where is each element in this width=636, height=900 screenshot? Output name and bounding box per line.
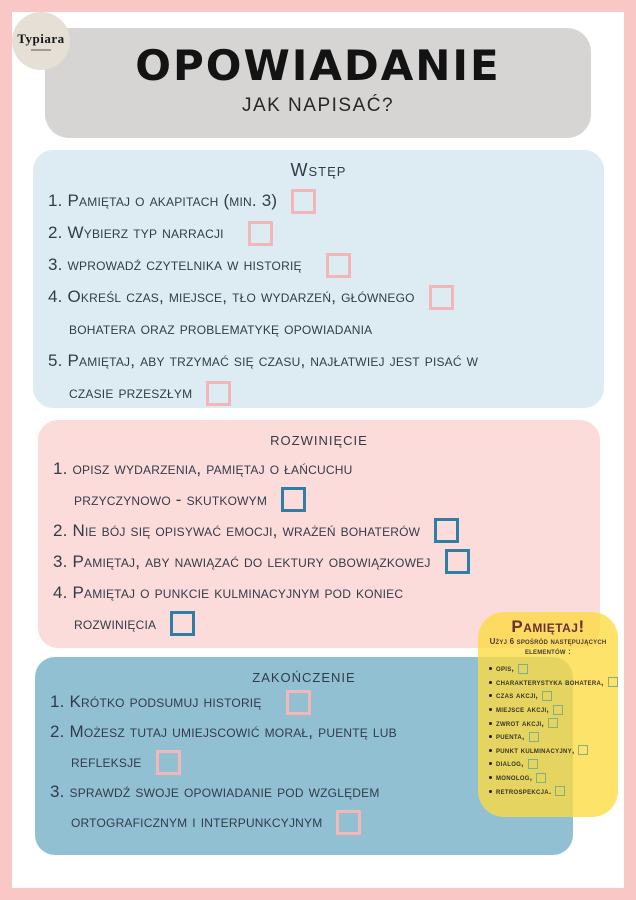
checkbox[interactable] — [528, 759, 538, 769]
header — [45, 28, 591, 138]
list-item-continuation — [33, 313, 604, 345]
note-pamietaj — [478, 612, 618, 817]
list-item-text: przyczynowo - skutkowym — [74, 489, 268, 509]
list-item — [38, 515, 600, 546]
checkbox[interactable] — [608, 677, 618, 687]
list-item-text: ortograficznym i interpunkcyjnym — [71, 812, 323, 831]
list-item-text: refleksje — [71, 752, 142, 771]
list-item-text: 3. wprowadź czytelnika w historię — [48, 255, 302, 274]
list-item — [38, 546, 600, 577]
checkbox[interactable] — [286, 690, 311, 715]
note-list-item — [489, 703, 618, 717]
note-list-item — [489, 689, 618, 703]
checkbox[interactable] — [548, 718, 558, 728]
list-item-text: 2. Wybierz typ narracji — [48, 223, 224, 242]
list-item — [38, 577, 600, 608]
checkbox[interactable] — [445, 549, 470, 574]
note-item-text: puenta, — [496, 732, 525, 742]
section-rozwiniecie-heading: rozwinięcie — [270, 429, 368, 449]
note-list-item — [489, 662, 618, 676]
checkbox[interactable] — [555, 786, 565, 796]
note-list-item — [489, 784, 618, 798]
note-list-item — [489, 757, 618, 771]
list-item-text: 2. Możesz tutaj umiejscowić morał, puentę lub — [50, 722, 397, 741]
note-item-text: retrospekcja. — [496, 786, 552, 796]
checkbox[interactable] — [206, 381, 231, 406]
list-item — [38, 453, 600, 484]
checkbox[interactable] — [578, 745, 588, 755]
note-list-item — [489, 771, 618, 785]
list-item-text: 4. Pamiętaj o punkcie kulminacyjnym pod koniec — [53, 582, 404, 602]
checkbox[interactable] — [291, 189, 316, 214]
checkbox[interactable] — [536, 773, 546, 783]
list-item — [33, 345, 604, 377]
checkbox[interactable] — [529, 732, 539, 742]
list-item-text: bohatera oraz problematykę opowiadania — [69, 319, 373, 338]
list-item-text: 1. Krótko podsumuj historię — [50, 692, 262, 711]
list-item-text: 3. sprawdź swoje opowiadanie pod względem — [50, 782, 380, 801]
checkbox[interactable] — [553, 705, 563, 715]
list-item — [33, 185, 604, 217]
list-item-text: 1. Pamiętaj o akapitach (min. 3) — [48, 191, 278, 210]
note-item-text: dialog, — [496, 759, 524, 769]
list-item — [33, 249, 604, 281]
list-item-text: czasie przeszłym — [69, 383, 193, 402]
checkbox[interactable] — [156, 750, 181, 775]
note-subtext: elementów : — [524, 647, 572, 656]
list-item-continuation — [33, 377, 604, 409]
checkbox[interactable] — [170, 611, 195, 636]
note-element-list — [478, 662, 618, 798]
note-item-text: zwrot akcji, — [496, 718, 545, 728]
list-item-text: 4. Określ czas, miejsce, tło wydarzeń, głównego — [48, 287, 415, 306]
note-item-text: czas akcji, — [496, 691, 539, 701]
note-item-text: monolog, — [496, 773, 533, 783]
note-heading: Pamiętaj! — [511, 617, 585, 636]
note-item-text: miejsce akcji, — [496, 705, 549, 715]
checkbox[interactable] — [518, 664, 528, 674]
note-item-text: charakterystyka bohatera, — [496, 677, 604, 687]
list-item — [33, 217, 604, 249]
brand-logo — [12, 12, 70, 70]
page-title: OPOWIADANIE — [135, 41, 501, 90]
note-list-item — [489, 730, 618, 744]
checkbox[interactable] — [336, 810, 361, 835]
section-wstep-heading: Wstęp — [290, 160, 347, 180]
list-item-continuation — [38, 484, 600, 515]
checkbox[interactable] — [248, 221, 273, 246]
note-list-item — [489, 676, 618, 690]
brand-logo-text: Typiara — [17, 31, 65, 46]
section-wstep — [33, 150, 604, 408]
checkbox[interactable] — [326, 253, 351, 278]
list-item — [33, 281, 604, 313]
list-item-text: 3. Pamiętaj, aby nawiązać do lektury obowiązkowej — [53, 551, 431, 571]
brand-logo-tagline — [31, 49, 51, 51]
page-subtitle: JAK NAPISAĆ? — [241, 95, 395, 116]
section-zakonczenie-heading: zakończenie — [252, 666, 356, 686]
list-item-text: 2. Nie bój się opisywać emocji, wrażeń bohaterów — [53, 520, 421, 540]
note-list-item — [489, 744, 618, 758]
list-item-text: 1. opisz wydarzenia, pamiętaj o łańcuchu — [53, 458, 353, 478]
checkbox[interactable] — [542, 691, 552, 701]
checkbox[interactable] — [281, 487, 306, 512]
note-subtext: Użyj 6 spośród następujących — [489, 637, 607, 646]
checkbox[interactable] — [429, 285, 454, 310]
list-item-text: rozwinięcia — [74, 613, 157, 633]
note-list-item — [489, 716, 618, 730]
checkbox[interactable] — [434, 518, 459, 543]
list-item-text: 5. Pamiętaj, aby trzymać się czasu, najłatwiej jest pisać w — [48, 351, 479, 370]
note-item-text: punkt kulminacyjny, — [496, 745, 575, 755]
note-item-text: opis, — [496, 664, 515, 674]
